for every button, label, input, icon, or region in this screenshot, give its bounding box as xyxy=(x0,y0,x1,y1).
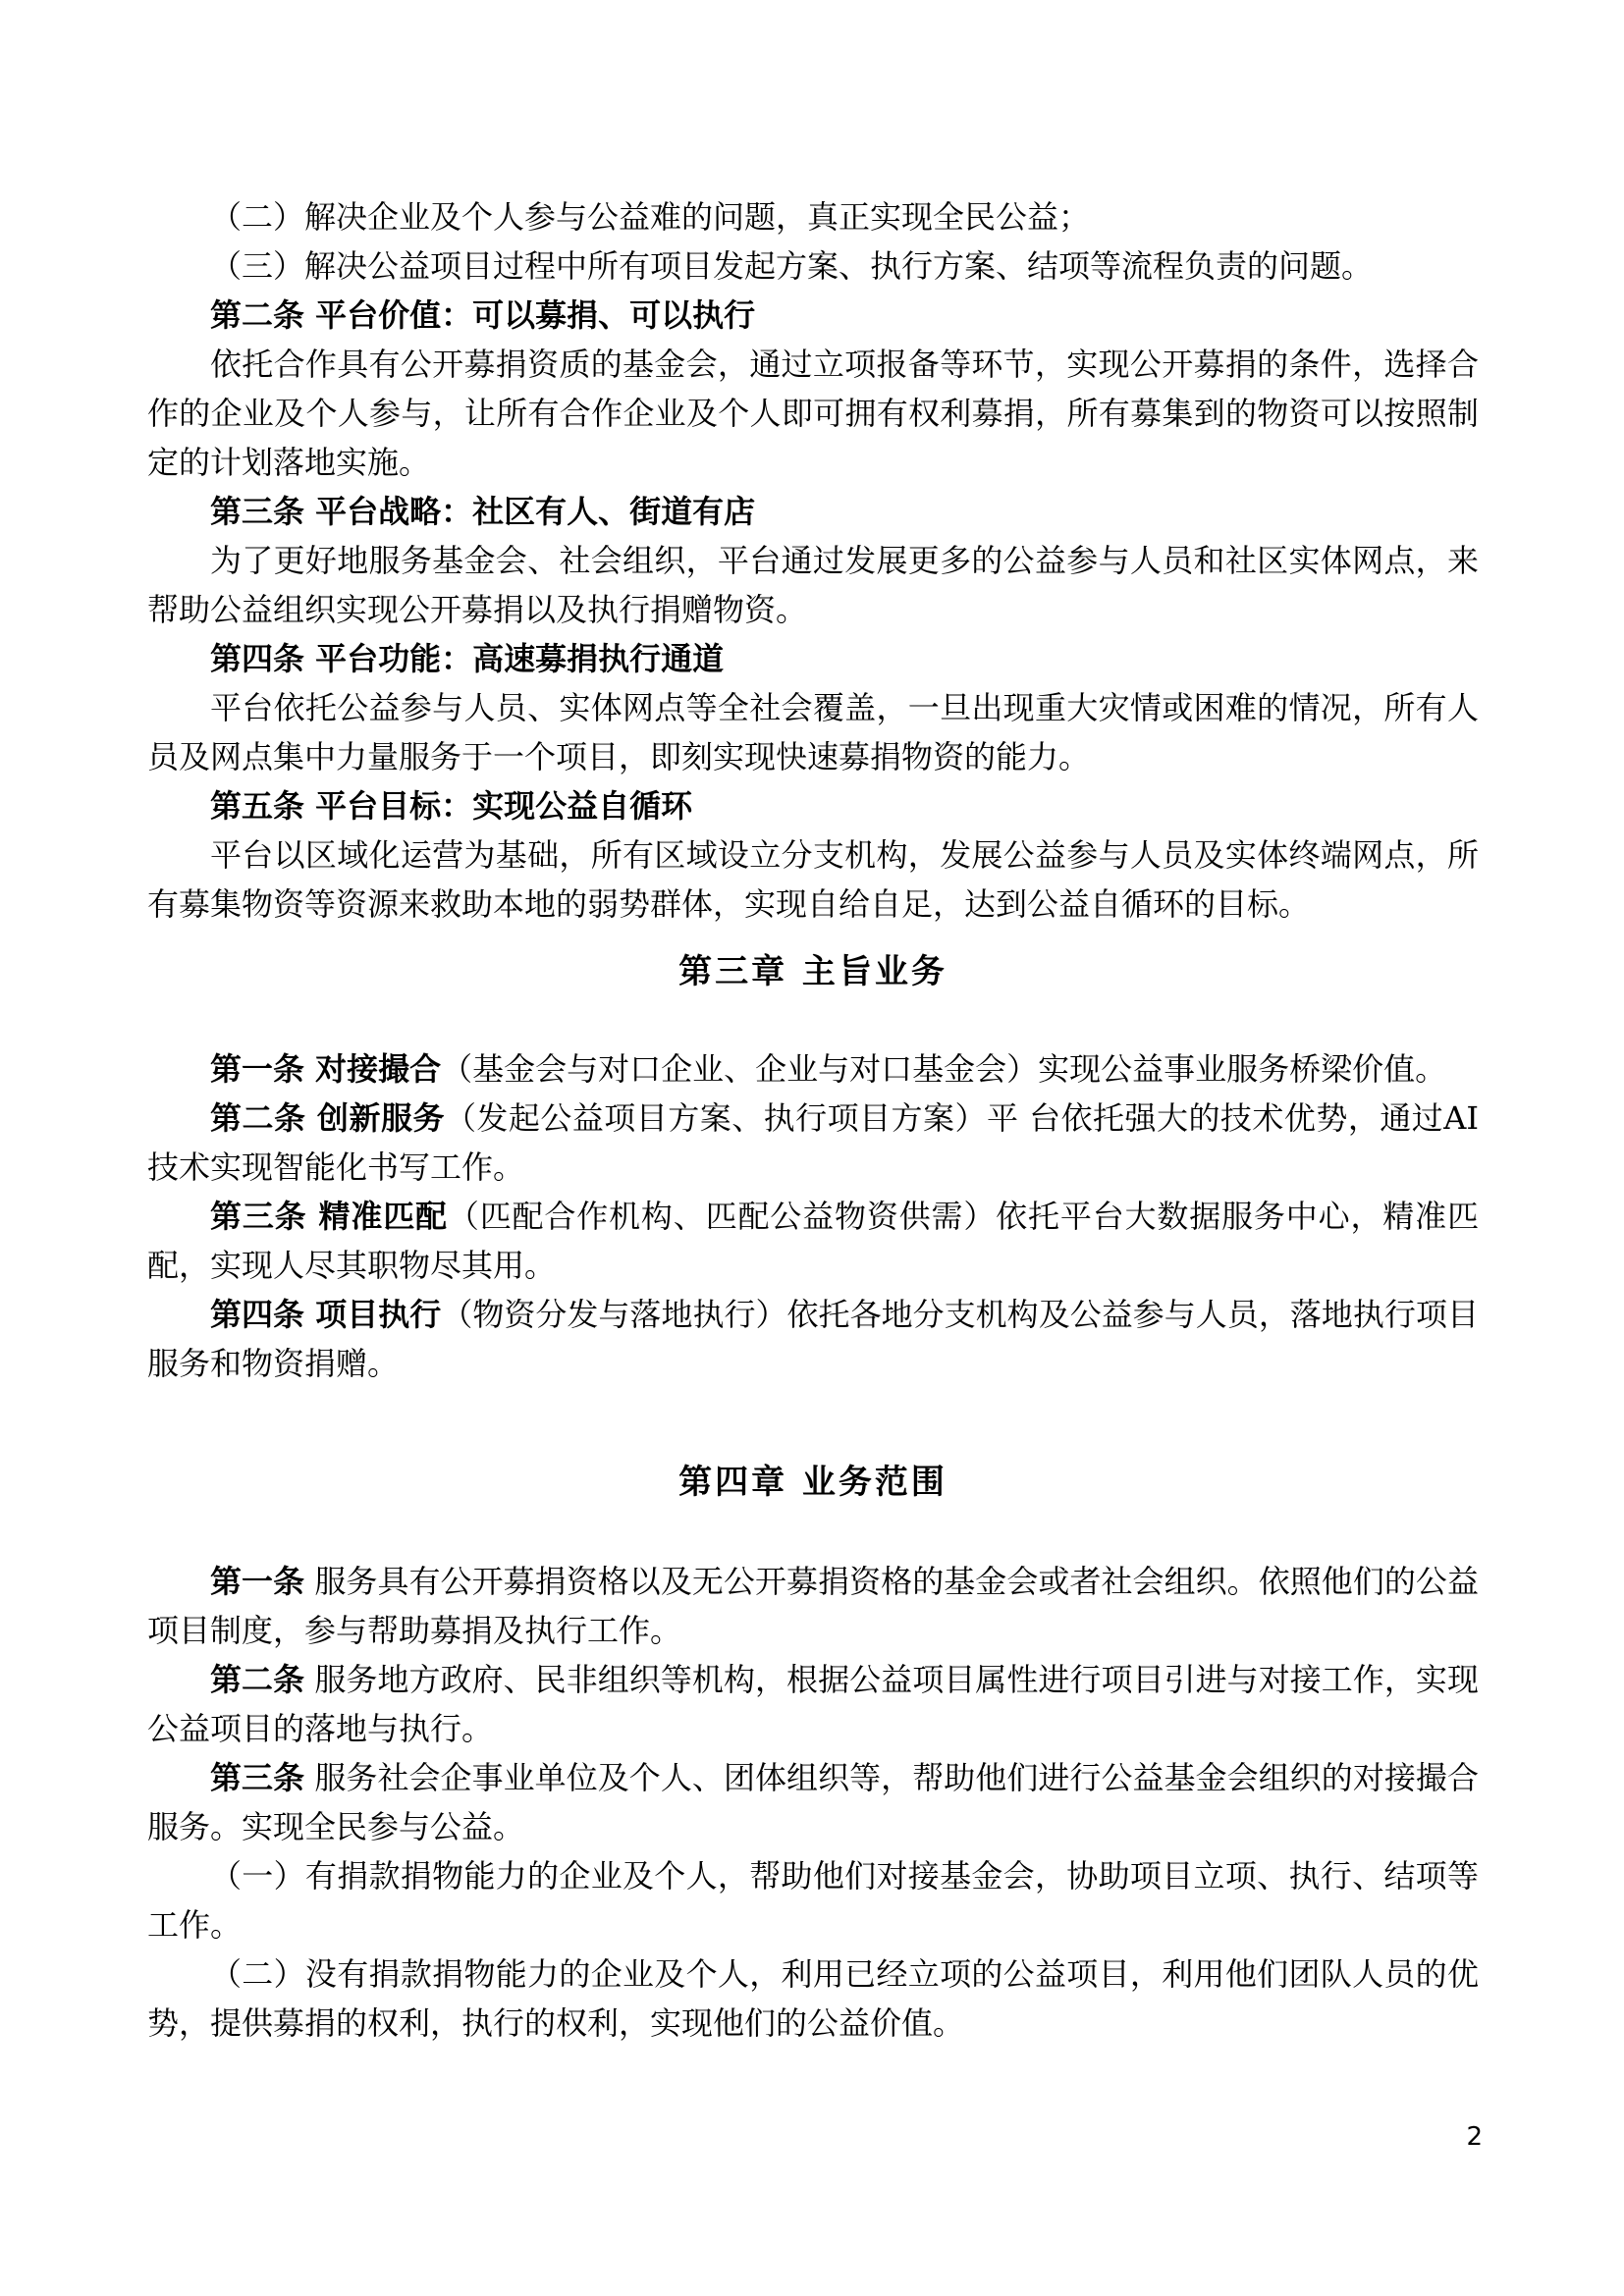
article-heading: 第二条 平台价值：可以募捐、可以执行 xyxy=(210,296,756,334)
article-text: （物资分发与落地执行）依托各地分支机构及公益参与人员，落地执行项目服务和物资捐赠。 xyxy=(147,1296,1479,1382)
chapter-3-article xyxy=(147,1044,1479,1094)
intro-item-3: （三）解决公益项目过程中所有项目发起方案、执行方案、结项等流程负责的问题。 xyxy=(210,247,1374,285)
article-heading: 第五条 平台目标：实现公益自循环 xyxy=(210,787,693,825)
article-body: 为了更好地服务基金会、社会组织，平台通过发展更多的公益参与人员和社区实体网点，来帮助公益组织实现公开募捐以及执行捐赠物资。 xyxy=(147,542,1479,628)
article-label: 第四条 项目执行 xyxy=(210,1296,442,1333)
chapter-4-sub-item: （一）有捐款捐物能力的企业及个人，帮助他们对接基金会，协助项目立项、执行、结项等工作。 xyxy=(147,1857,1479,1944)
chapter-3-article xyxy=(147,1094,1479,1192)
article-text: 服务地方政府、民非组织等机构，根据公益项目属性进行项目引进与对接工作，实现公益项目的落地与执行。 xyxy=(147,1661,1479,1747)
article-label: 第三条 精准匹配 xyxy=(210,1198,448,1235)
article-heading: 第四条 平台功能：高速募捐执行通道 xyxy=(210,640,725,677)
article-label: 第三条 xyxy=(210,1759,305,1796)
article-body: 平台以区域化运营为基础，所有区域设立分支机构，发展公益参与人员及实体终端网点，所有募集物资等资源来救助本地的弱势群体，实现自给自足，达到公益自循环的目标。 xyxy=(147,836,1479,923)
page-number: 2 xyxy=(1466,2122,1483,2152)
article-label: 第二条 xyxy=(210,1661,305,1698)
chapter-4-title: 第四章 业务范围 xyxy=(678,1463,947,1502)
article-label: 第一条 xyxy=(210,1563,305,1600)
chapter-3-title: 第三章 主旨业务 xyxy=(678,952,947,991)
intro-item-2: （二）解决企业及个人参与公益难的问题，真正实现全民公益； xyxy=(210,198,1091,236)
article-text: 服务社会企事业单位及个人、团体组织等，帮助他们进行公益基金会组织的对接撮合服务。实现全民参与公益。 xyxy=(147,1759,1479,1845)
article-text: （基金会与对口企业、企业与对口基金会）实现公益事业服务桥梁价值。 xyxy=(441,1050,1447,1088)
chapter-4-sub-item: （二）没有捐款捐物能力的企业及个人，利用已经立项的公益项目，利用他们团队人员的优势，提供募捐的权利，执行的权利，实现他们的公益价值。 xyxy=(147,1955,1479,2042)
article-heading: 第三条 平台战略：社区有人、街道有店 xyxy=(210,493,756,530)
article-text: （匹配合作机构、匹配公益物资供需）依托平台大数据服务中心，精准匹配，实现人尽其职物尽其用。 xyxy=(147,1198,1479,1284)
chapter-4-article xyxy=(147,1557,1479,1655)
section-spacer xyxy=(147,1388,1479,1457)
chapter-4-article xyxy=(147,1655,1479,1753)
chapter-3-article xyxy=(147,1192,1479,1290)
article-text: （发起公益项目方案、执行项目方案）平 台依托强大的技术优势，通过AI技术实现智能化书写工作。 xyxy=(147,1099,1479,1186)
page-content xyxy=(147,192,1479,2048)
article-text: 服务具有公开募捐资格以及无公开募捐资格的基金会或者社会组织。依照他们的公益项目制度，参与帮助募捐及执行工作。 xyxy=(147,1563,1479,1649)
chapter-4-article xyxy=(147,1753,1479,1851)
article-body: 平台依托公益参与人员、实体网点等全社会覆盖，一旦出现重大灾情或困难的情况，所有人员及网点集中力量服务于一个项目，即刻实现快速募捐物资的能力。 xyxy=(147,689,1479,775)
chapter-3-article xyxy=(147,1290,1479,1388)
article-body: 依托合作具有公开募捐资质的基金会，通过立项报备等环节，实现公开募捐的条件，选择合作的企业及个人参与，让所有合作企业及个人即可拥有权利募捐，所有募集到的物资可以按照制定的计划落地实施。 xyxy=(147,346,1479,481)
article-label: 第一条 对接撮合 xyxy=(210,1050,442,1088)
article-label: 第二条 创新服务 xyxy=(210,1099,445,1137)
